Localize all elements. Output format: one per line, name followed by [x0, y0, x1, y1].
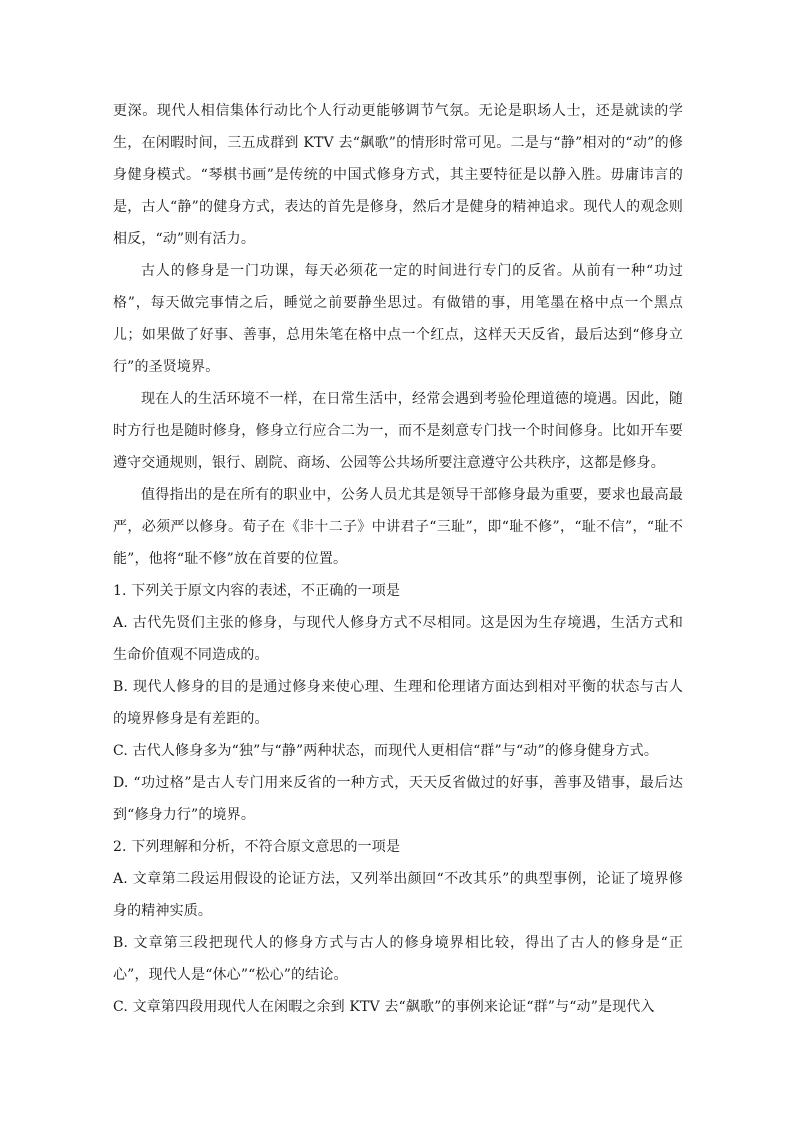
question-1-option-b: B. 现代人修身的目的是通过修身来使心理、生理和伦理诸方面达到相对平衡的状态与古人的境界修身是有差距的。	[113, 679, 683, 727]
question-2-option-c: C. 文章第四段用现代人在闲暇之余到 KTV 去“飙歌”的事例来论证“群”与“动”是现代入	[113, 999, 655, 1015]
question-2-stem: 2. 下列理解和分析，不符合原文意思的一项是	[113, 839, 401, 855]
question-1-option-c: C. 古代人修身多为“独”与“静”两种状态，而现代人更相信“群”与“动”的修身健身方式。	[113, 743, 658, 759]
question-1-option-a: A. 古代先贤们主张的修身，与现代人修身方式不尽相同。这是因为生存境遇，生活方式和生命价值观不同造成的。	[113, 615, 683, 663]
paragraph-modern-environment: 现在人的生活环境不一样，在日常生活中，经常会遇到考验伦理道德的境遇。因此，随时方行也是随时修身，修身立行应合二为一，而不是刻意专门找一个时间修身。比如开车要遵守交通规则，银行、剧院、商场、公园等公共场所要注意遵守公共秩序，这都是修身。	[113, 391, 683, 471]
document-body	[113, 95, 683, 1023]
question-2-option-b: B. 文章第三段把现代人的修身方式与古人的修身境界相比较，得出了古人的修身是“正心”，现代人是“休心”“松心”的结论。	[113, 935, 683, 983]
question-1-option-d: D. “功过格”是古人专门用来反省的一种方式，天天反省做过的好事，善事及错事，最后达到“修身力行”的境界。	[113, 775, 683, 823]
paragraph-continuation: 更深。现代人相信集体行动比个人行动更能够调节气氛。无论是职场人士，还是就读的学生，在闲暇时间，三五成群到 KTV 去“飙歌”的情形时常可见。二是与“静”相对的“动”的修身健身模式。“琴棋书画”是传统的中国式修身方式，其主要特征是以静入胜。毋庸讳言的是，古人“静”的健身方式，表达的首先是修身，然后才是健身的精神追求。现代人的观念则相反，“动”则有活力。	[113, 103, 683, 247]
paragraph-gongguoge: 古人的修身是一门功课，每天必须花一定的时间进行专门的反省。从前有一种“功过格”，每天做完事情之后，睡觉之前要静坐思过。有做错的事，用笔墨在格中点一个黑点儿；如果做了好事、善事，总用朱笔在格中点一个红点，这样天天反省，最后达到“修身立行”的圣贤境界。	[113, 263, 683, 375]
paragraph-officials: 值得指出的是在所有的职业中，公务人员尤其是领导干部修身最为重要，要求也最高最严，必须严以修身。荀子在《非十二子》中讲君子“三耻”，即“耻不修”，“耻不信”，“耻不能”，他将“耻不修”放在首要的位置。	[113, 487, 683, 567]
question-2-option-a: A. 文章第二段运用假设的论证方法，又列举出颜回“不改其乐”的典型事例，论证了境界修身的精神实质。	[113, 871, 683, 919]
question-1-stem: 1. 下列关于原文内容的表述，不正确的一项是	[113, 583, 401, 599]
